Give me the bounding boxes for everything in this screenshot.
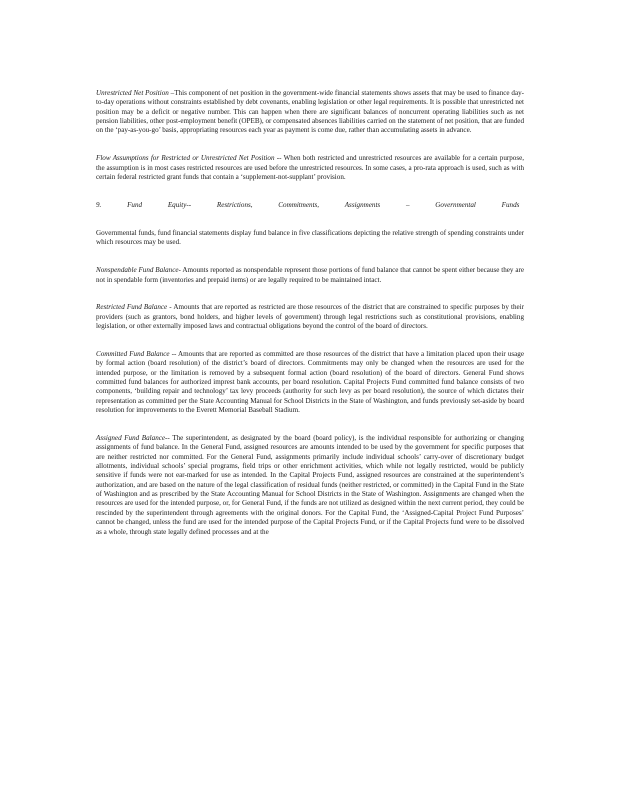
paragraph-text: - Amounts that are reported as restricted are those resources of the district that are constrained to specific purposes by their providers (such as grantors, bond holders, and higher levels of government) through legal restrictions such as constitutional provisions, enabling legislation, or other externally imposed laws and contractual obligations beyond the control of the board of directors.: [96, 303, 524, 331]
paragraph-unrestricted-net-position: [96, 89, 524, 136]
paragraph-text: –This component of net position in the government-wide financial statements shows assets that may be used to finance day-to-day operations without constraints established by debt covenants, enabling legislation or other legal requirements. It is possible that unrestricted net position may be a deficit or negative number. This can happen when there are significant balances of noncurrent operating liabilities such as net pension liabilities, other post-employment benefit (OPEB), or compensated absences liabilities carried on the statement of net position, that are funded on the ‘pay-as-you-go’ basis, appropriating resources each year as payment is come due, rather than accumulating assets in advance.: [96, 89, 524, 135]
section-heading-text: 9. Fund Equity-- Restrictions, Commitments, Assignments – Governmental Funds: [96, 200, 520, 209]
paragraph-nonspendable: [96, 266, 524, 285]
paragraph-text: -- When both restricted and unrestricted resources are available for a certain purpose, the assumption is in most cases restricted resources are used before the unrestricted resources. In some cases, a pro-rata approach is used, such as with certain federal restricted grant funds that contain a ‘supplement-not-supplant’ provision.: [96, 154, 525, 181]
term-flow-assumptions: Flow Assumptions for Restricted or Unrestricted Net Position: [96, 154, 275, 163]
paragraph-assigned: [96, 434, 524, 537]
term-nonspendable-fund-balance: Nonspendable Fund Balance-: [96, 266, 181, 275]
paragraph-governmental-funds: [96, 229, 524, 248]
paragraph-restricted: [96, 303, 524, 331]
paragraph-flow-assumptions: [96, 154, 524, 182]
term-unrestricted-net-position: Unrestricted Net Position: [96, 89, 169, 97]
paragraph-text: Governmental funds, fund financial statements display fund balance in five classifications depicting the relative strength of spending constraints under which resources may be used.: [96, 228, 524, 247]
document-page: [96, 89, 524, 555]
term-assigned-fund-balance: Assigned Fund Balance--: [96, 434, 170, 443]
term-restricted-fund-balance: Restricted Fund Balance: [96, 303, 168, 312]
section-heading: [96, 201, 524, 210]
term-committed-fund-balance: Committed Fund Balance: [96, 350, 170, 359]
paragraph-text: Amounts reported as nonspendable represent those portions of fund balance that cannot be spent either because they are not in spendable form (inventories and prepaid items) or are legally required to be maintained intact.: [96, 266, 524, 284]
paragraph-text: -- Amounts that are reported as committed are those resources of the district that have a limitation placed upon their usage by formal action (board resolution) of the district’s board of directors. Commitments may only be changed when the resources are used for the intended purpose, or the limitation is removed by a subsequent formal action (board resolution) of the board of directors. General Fund shows committed fund balances for authorized imprest bank accounts, per board resolution. Capital Projects Fund committed fund balance consists of two components, ‘building repair and technology’ tax levy proceeds (authority for such levy as per board resolution), the source of which dictates their representation as committed per the State Accounting Manual for School Districts in the State of Washington, and funds previously set-aside by board resolution for improvements to the Everett Memorial Baseball Stadium.: [96, 350, 524, 415]
paragraph-committed: [96, 350, 524, 415]
paragraph-text: The superintendent, as designated by the board (board policy), is the individual responsible for authorizing or changing assignments of fund balance. In the General Fund, assigned resources are amounts intended to be used by the government for specific purposes that are neither restricted nor committed. For the General Fund, assignments primarily include individual schools’ carry-over of discretionary budget allotments, individual schools’ special programs, field trips or other enrichment activities, which while not legally restricted, would be publicly sensitive if funds were not ear-marked for use as intended. In the Capital Projects Fund, assigned resources are constrained at the superintendent’s authorization, and are based on the nature of the legal classification of residual funds (neither restricted, or committed) in the Capital Fund in the State of Washington and as prescribed by the State Accounting Manual for School Districts in the State of Washington. Assignments are changed when the resources are used for the intended purpose, or, for General Fund, if the funds are not utilized as designed within the next current period, they could be rescinded by the superintendent through agreements with the original donors. For the Capital Fund, the ‘Assigned-Capital Project Fund Purposes’ cannot be changed, unless the fund are used for the intended purpose of the Capital Projects Fund, or if the Capital Projects fund were to be dissolved as a whole, through state legally defined processes and at the: [96, 434, 524, 536]
